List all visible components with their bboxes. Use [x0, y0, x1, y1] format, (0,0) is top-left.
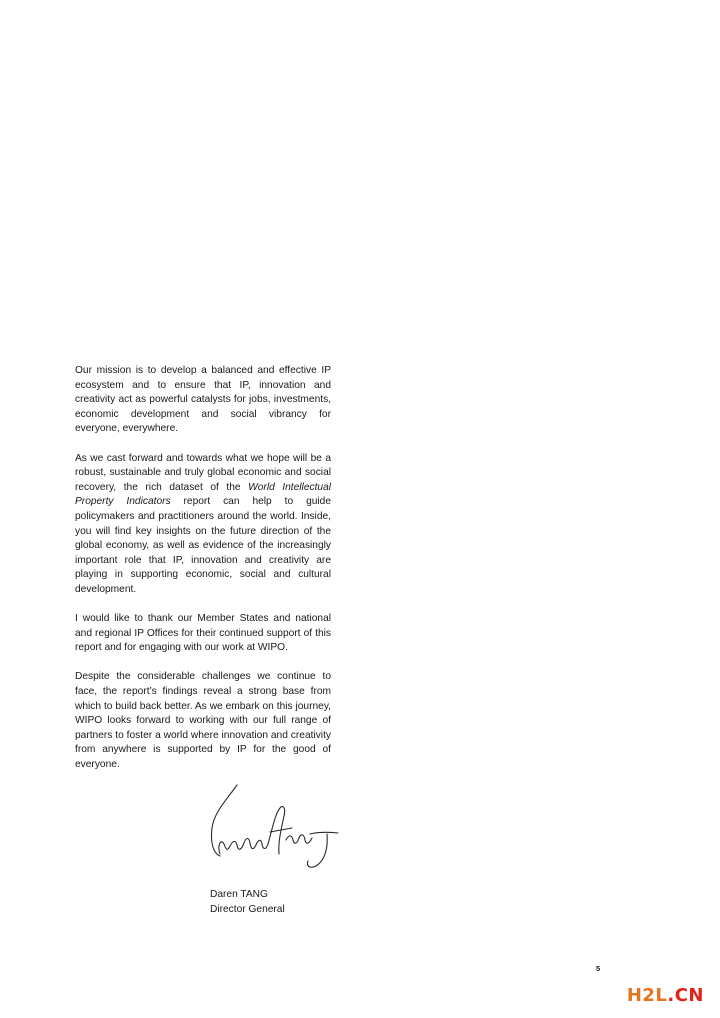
paragraph-recovery: [75, 452, 331, 598]
paragraph-thanks: [75, 612, 331, 656]
paragraph-mission: [75, 364, 331, 437]
watermark-part2: .CN: [667, 985, 704, 1006]
signature-block: [210, 888, 285, 917]
signatory-title: Director General: [210, 903, 285, 915]
paragraph-text: I would like to thank our Member States and national and regional IP Offices for their continued support of this report and for engaging with our work at WIPO.: [75, 613, 331, 654]
paragraph-closing: [75, 670, 331, 772]
paragraph-text: Our mission is to develop a balanced and effective IP ecosystem and to ensure that IP, innovation and creativity act as powerful catalysts for jobs, investments, economic development and social vibrancy for everyone, everywhere.: [75, 365, 331, 435]
watermark-part1: H2L: [626, 985, 668, 1006]
paragraph-text: As we cast forward and towards what we hope will be a robust, sustainable and truly global economic and social recovery, the rich dataset of the: [75, 452, 331, 493]
signature-icon: [200, 782, 342, 878]
report-title: World Intellectual Property Indicators: [75, 481, 332, 508]
signatory-name: Daren TANG: [210, 889, 268, 900]
watermark-logo: [627, 985, 704, 1006]
paragraph-text: Despite the considerable challenges we continue to face, the report’s findings reveal a strong base from which to build back better. As we embark on this journey, WIPO looks forward to working with our full range of partners to foster a world where innovation and creativity from anywhere is supported by IP for the good of everyone.: [75, 671, 331, 771]
paragraph-text: report can help to guide policymakers and practitioners around the world. Inside, you will find key insights on the future direction of the global economy, as well as evidence of the increasingly important role that IP, innovation and creativity are playing in supporting economic, social and cultural development.: [75, 496, 332, 595]
page-number: 5: [596, 964, 601, 973]
letter-body: [75, 364, 331, 787]
